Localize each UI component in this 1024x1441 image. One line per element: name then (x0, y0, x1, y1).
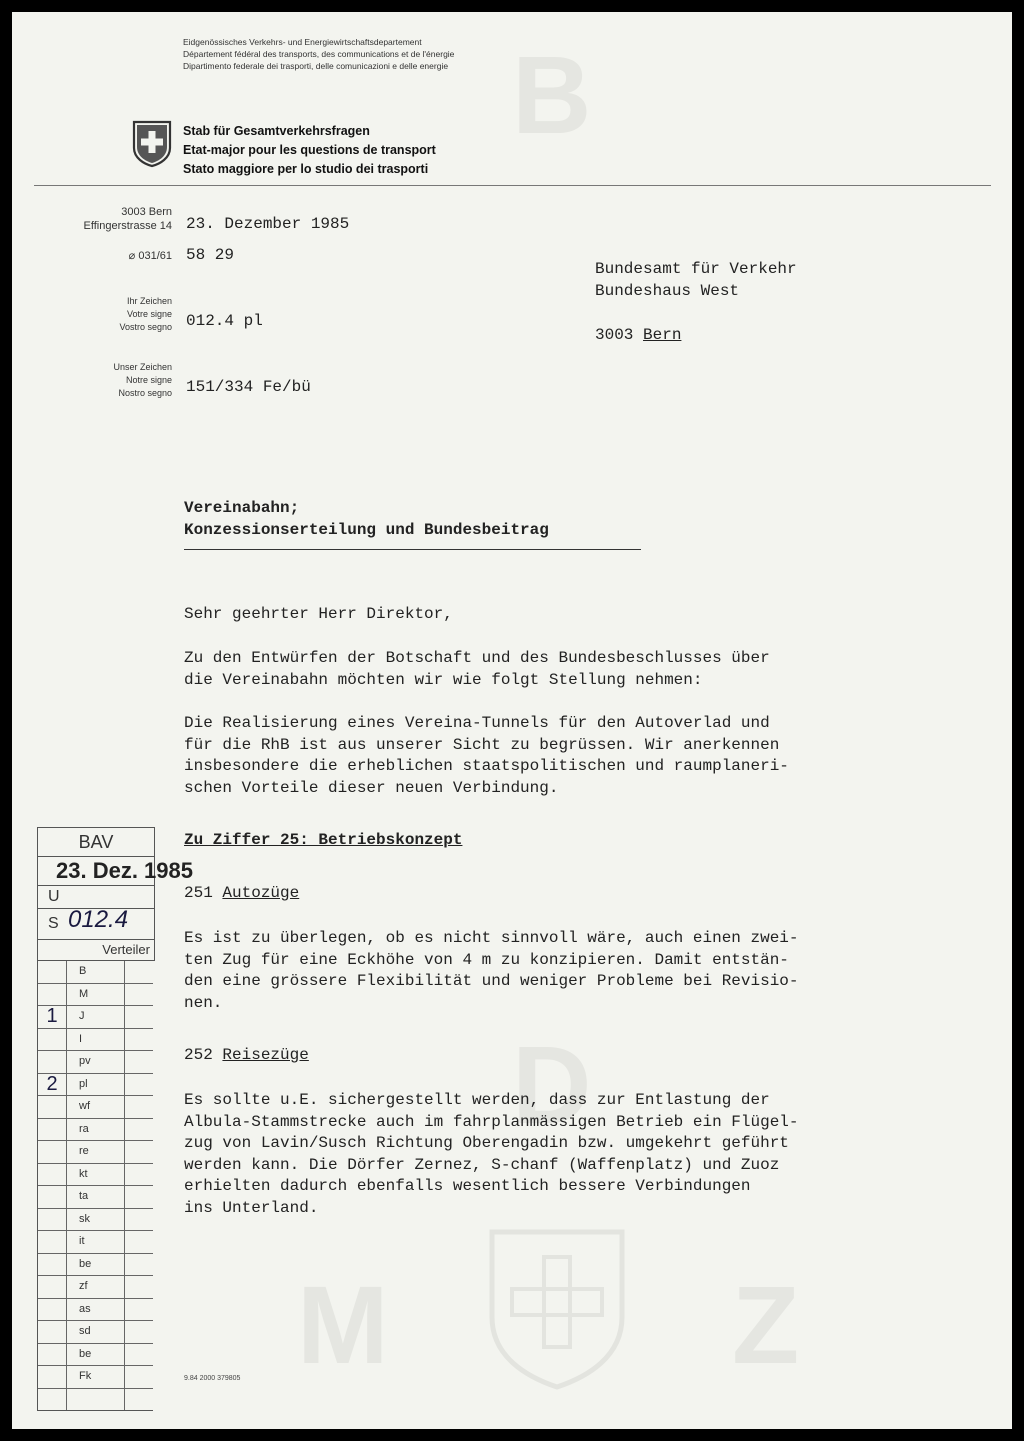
recipient-city-name: Bern (643, 326, 682, 344)
subsection-title: Reisezüge (222, 1046, 309, 1064)
stamp-box (37, 827, 193, 961)
paragraph-line: Es ist zu überlegen, ob es nicht sinnvoll wäre, auch einen zwei- (184, 929, 799, 947)
recipient-line-1: Bundesamt für Verkehr (595, 260, 797, 278)
office-name-de: Stab für Gesamtverkehrsfragen (183, 124, 370, 138)
subsection-number: 252 (184, 1046, 213, 1064)
stamp-s-label: S (48, 915, 59, 932)
grid-row: wf (38, 1096, 153, 1119)
subsection-251 (184, 883, 959, 905)
stamp-s-handwritten: 012.4 (68, 906, 129, 933)
form-footer-code: 9.84 2000 379805 (184, 1375, 241, 1382)
subsection-number: 251 (184, 884, 213, 902)
grid-row: I (38, 1029, 153, 1052)
sender-address (22, 205, 172, 233)
office-name-it: Stato maggiore per lo studio dei trasporti (183, 162, 429, 176)
distribution-grid (37, 961, 153, 1411)
office-name (183, 122, 436, 179)
sender-street: Effingerstrasse 14 (83, 220, 172, 232)
our-ref-label-it: Nostro segno (118, 388, 172, 398)
letter-date: 23. Dezember 1985 (186, 215, 350, 233)
grid-row: be (38, 1344, 153, 1367)
recipient-city (595, 324, 797, 346)
our-ref-value: 151/334 Fe/bü (186, 378, 311, 396)
phone-number: 58 29 (186, 246, 235, 264)
paragraph-line: Zu den Entwürfen der Botschaft und des Bundesbeschlusses über (184, 649, 770, 667)
watermark-letter-b: B (512, 34, 592, 157)
recipient-postcode: 3003 (595, 326, 634, 344)
subject (184, 497, 549, 541)
salutation: Sehr geehrter Herr Direktor, (184, 605, 453, 623)
paragraph-line: für die RhB ist aus unserer Sicht zu begrüssen. Wir anerkennen (184, 735, 780, 754)
paragraph-line: Albula-Stammstrecke auch im fahrplanmässigen Betrieb ein Flügel- (184, 1112, 799, 1131)
paragraph-line: schen Vorteile dieser neuen Verbindung. (184, 778, 559, 797)
stamp-distribution-label: Verteiler (38, 940, 154, 961)
grid-row: ta (38, 1186, 153, 1209)
paragraph-line: ins Unterland. (184, 1198, 319, 1217)
grid-row: ra (38, 1119, 153, 1142)
watermark-letter-z: Z (732, 1264, 800, 1387)
grid-row: pv (38, 1051, 153, 1074)
letter-page (12, 12, 1012, 1429)
recipient-line-2: Bundeshaus West (595, 282, 740, 300)
phone-icon: ⌀ (128, 250, 136, 262)
grid-row: M (38, 984, 153, 1007)
paragraph-line: nen. (184, 993, 223, 1012)
grid-row: be (38, 1254, 153, 1277)
grid-row: sd (38, 1321, 153, 1344)
paragraph-line: Es sollte u.E. sichergestellt werden, dass zur Entlastung der (184, 1091, 770, 1109)
paragraph-realisation (184, 713, 959, 799)
watermark-letter-m: M (297, 1264, 389, 1387)
your-ref-value: 012.4 pl (186, 312, 263, 330)
watermark-swiss-cross-icon (482, 1222, 632, 1392)
grid-row: zf (38, 1276, 153, 1299)
subsection-title: Autozüge (222, 884, 300, 902)
paragraph-line: den eine grössere Flexibilität und weniger Probleme bei Revisio- (184, 972, 799, 990)
swiss-crest-icon (132, 120, 172, 168)
grid-row: kt (38, 1164, 153, 1187)
paragraph-reisezuege (184, 1090, 959, 1219)
your-ref-label-fr: Votre signe (126, 309, 172, 319)
phone-label (22, 250, 172, 263)
phone-prefix: 031/61 (138, 250, 172, 262)
paragraph-autozuege (184, 928, 959, 1014)
subject-line-1: Vereinabahn; (184, 499, 300, 517)
office-name-fr: Etat-major pour les questions de transport (183, 143, 436, 157)
paragraph-line: werden kann. Die Dörfer Zernez, S-chanf (Waffenplatz) und Zuoz (184, 1155, 780, 1174)
paragraph-intro (184, 648, 959, 691)
paragraph-line: erhielten dadurch ebenfalls wesentlich bessere Verbindungen (184, 1177, 751, 1195)
header-divider (34, 185, 991, 186)
grid-row (38, 1389, 153, 1411)
our-ref-label (22, 361, 172, 400)
received-stamp (37, 827, 193, 1411)
stamp-u-label: U (48, 888, 60, 905)
department-fr: Département fédéral des transports, des communications et de l'énergie (183, 49, 455, 59)
your-ref-label-de: Ihr Zeichen (126, 296, 172, 306)
department-header (183, 36, 454, 72)
stamp-date: 23. Dez. 1985 (38, 857, 154, 886)
subsection-252 (184, 1045, 959, 1067)
watermark-letter-d: D (512, 1024, 592, 1147)
subject-line-2: Konzessionserteilung und Bundesbeitrag (184, 521, 549, 539)
recipient-address (595, 258, 797, 346)
grid-row: as (38, 1299, 153, 1322)
grid-row: it (38, 1231, 153, 1254)
grid-row: sk (38, 1209, 153, 1232)
department-de: Eidgenössisches Verkehrs- und Energiewirtschaftsdepartement (183, 37, 422, 47)
our-ref-label-de: Unser Zeichen (113, 362, 172, 372)
stamp-row-s (38, 906, 154, 940)
grid-row: 1 J (38, 1006, 153, 1029)
section-heading-25: Zu Ziffer 25: Betriebskonzept (184, 831, 463, 849)
sender-city: 3003 Bern (121, 206, 172, 218)
department-it: Dipartimento federale dei trasporti, delle comunicazioni e delle energie (183, 61, 449, 71)
paragraph-line: insbesondere die erheblichen staatspolitischen und raumplaneri- (184, 757, 789, 775)
grid-row: 2 pl (38, 1074, 153, 1097)
your-ref-label-it: Vostro segno (119, 322, 172, 332)
stamp-office: BAV (38, 828, 154, 857)
paragraph-line: Die Realisierung eines Vereina-Tunnels für den Autoverlad und (184, 714, 770, 732)
paragraph-line: ten Zug für eine Eckhöhe von 4 m zu konzipieren. Damit entstän- (184, 950, 789, 969)
grid-row: re (38, 1141, 153, 1164)
grid-row: Fk (38, 1366, 153, 1389)
paragraph-line: die Vereinabahn möchten wir wie folgt Stellung nehmen: (184, 670, 703, 689)
paragraph-line: zug von Lavin/Susch Richtung Oberengadin bzw. umgekehrt geführt (184, 1134, 789, 1152)
our-ref-label-fr: Notre signe (125, 375, 172, 385)
your-ref-label (22, 295, 172, 334)
grid-row: B (38, 961, 153, 984)
subject-underline (184, 549, 641, 550)
